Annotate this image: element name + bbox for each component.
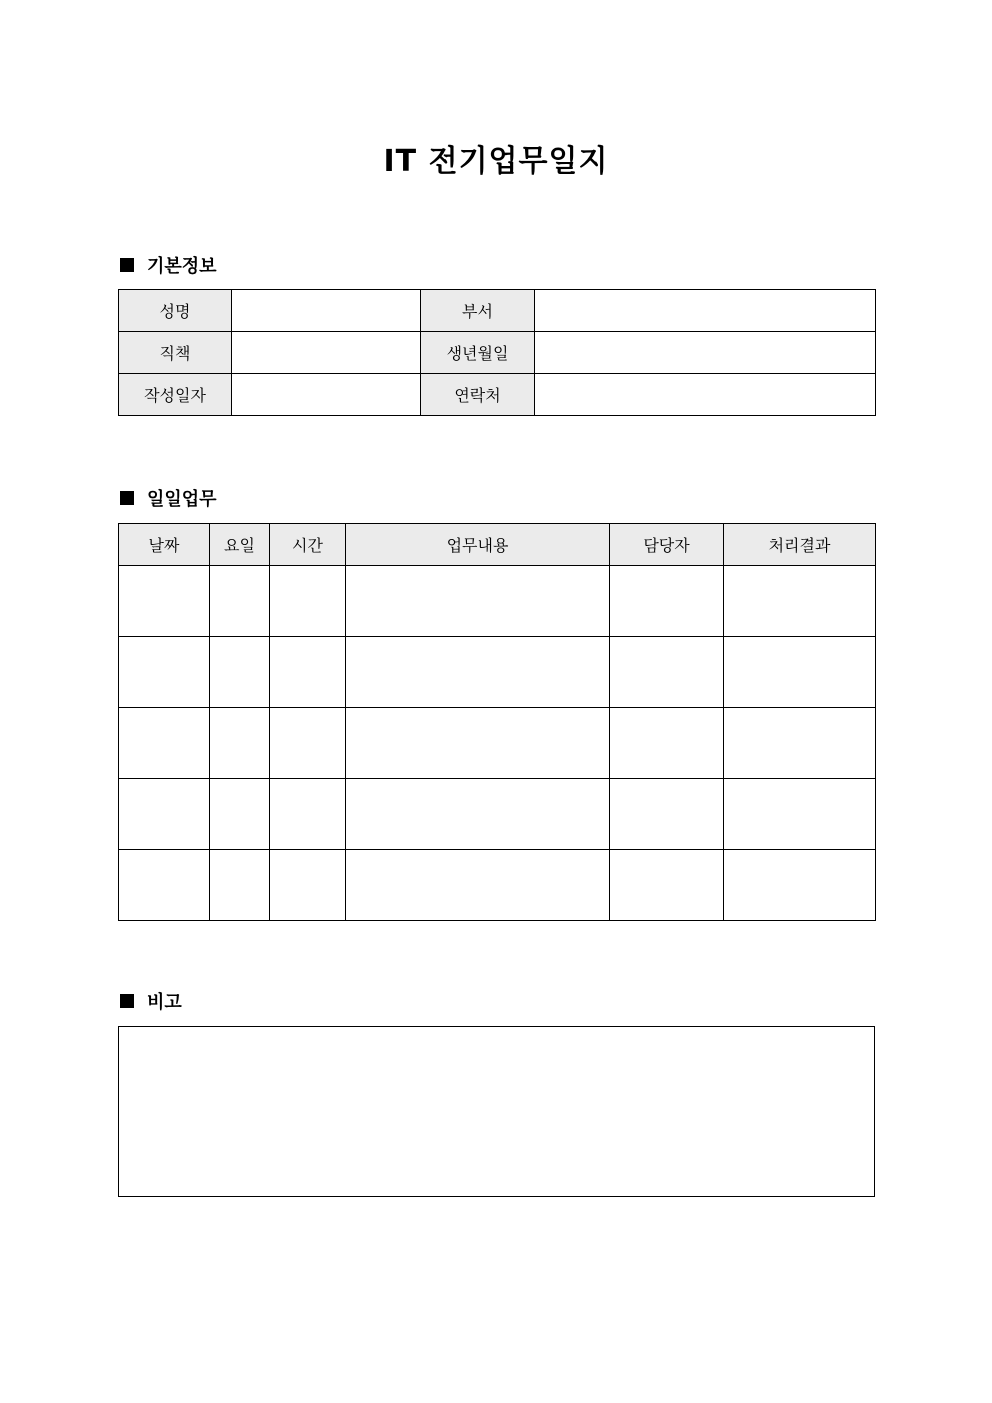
time-cell[interactable]	[270, 566, 346, 637]
department-field[interactable]	[535, 290, 876, 332]
table-row	[119, 290, 876, 332]
table-row	[119, 637, 876, 708]
time-cell[interactable]	[270, 850, 346, 921]
square-bullet-icon	[120, 258, 134, 272]
birthdate-field[interactable]	[535, 332, 876, 374]
result-cell[interactable]	[724, 566, 876, 637]
column-header-date: 날짜	[119, 524, 210, 566]
result-cell[interactable]	[724, 708, 876, 779]
daily-work-table	[118, 523, 876, 921]
column-header-work-content: 업무내용	[346, 524, 610, 566]
weekday-cell[interactable]	[210, 566, 270, 637]
square-bullet-icon	[120, 491, 134, 505]
department-label: 부서	[421, 290, 535, 332]
section-heading-basic-info	[118, 253, 217, 277]
column-header-weekday: 요일	[210, 524, 270, 566]
result-cell[interactable]	[724, 779, 876, 850]
result-cell[interactable]	[724, 637, 876, 708]
person-in-charge-cell[interactable]	[610, 566, 724, 637]
position-label: 직책	[119, 332, 232, 374]
weekday-cell[interactable]	[210, 637, 270, 708]
section-heading-label: 일일업무	[147, 489, 217, 510]
written-date-field[interactable]	[232, 374, 421, 416]
work-content-cell[interactable]	[346, 637, 610, 708]
person-in-charge-cell[interactable]	[610, 637, 724, 708]
table-row	[119, 332, 876, 374]
work-content-cell[interactable]	[346, 779, 610, 850]
basic-info-table	[118, 289, 876, 416]
weekday-cell[interactable]	[210, 850, 270, 921]
weekday-cell[interactable]	[210, 779, 270, 850]
time-cell[interactable]	[270, 637, 346, 708]
column-header-time: 시간	[270, 524, 346, 566]
remarks-field[interactable]	[118, 1026, 875, 1197]
person-in-charge-cell[interactable]	[610, 850, 724, 921]
section-heading-remarks	[118, 989, 182, 1013]
date-cell[interactable]	[119, 708, 210, 779]
result-cell[interactable]	[724, 850, 876, 921]
written-date-label: 작성일자	[119, 374, 232, 416]
table-row	[119, 566, 876, 637]
name-label: 성명	[119, 290, 232, 332]
work-content-cell[interactable]	[346, 708, 610, 779]
table-row	[119, 374, 876, 416]
section-heading-label: 비고	[147, 992, 182, 1013]
work-content-cell[interactable]	[346, 566, 610, 637]
date-cell[interactable]	[119, 637, 210, 708]
column-header-result: 처리결과	[724, 524, 876, 566]
page-title: IT 전기업무일지	[383, 144, 609, 179]
name-field[interactable]	[232, 290, 421, 332]
work-content-cell[interactable]	[346, 850, 610, 921]
contact-field[interactable]	[535, 374, 876, 416]
table-header-row	[119, 524, 876, 566]
table-row	[119, 850, 876, 921]
time-cell[interactable]	[270, 779, 346, 850]
date-cell[interactable]	[119, 850, 210, 921]
section-heading-label: 기본정보	[147, 256, 217, 277]
table-row	[119, 708, 876, 779]
birthdate-label: 생년월일	[421, 332, 535, 374]
person-in-charge-cell[interactable]	[610, 708, 724, 779]
weekday-cell[interactable]	[210, 708, 270, 779]
position-field[interactable]	[232, 332, 421, 374]
contact-label: 연락처	[421, 374, 535, 416]
person-in-charge-cell[interactable]	[610, 779, 724, 850]
time-cell[interactable]	[270, 708, 346, 779]
date-cell[interactable]	[119, 566, 210, 637]
column-header-person-in-charge: 담당자	[610, 524, 724, 566]
square-bullet-icon	[120, 994, 134, 1008]
section-heading-daily-work	[118, 486, 217, 510]
date-cell[interactable]	[119, 779, 210, 850]
table-row	[119, 779, 876, 850]
